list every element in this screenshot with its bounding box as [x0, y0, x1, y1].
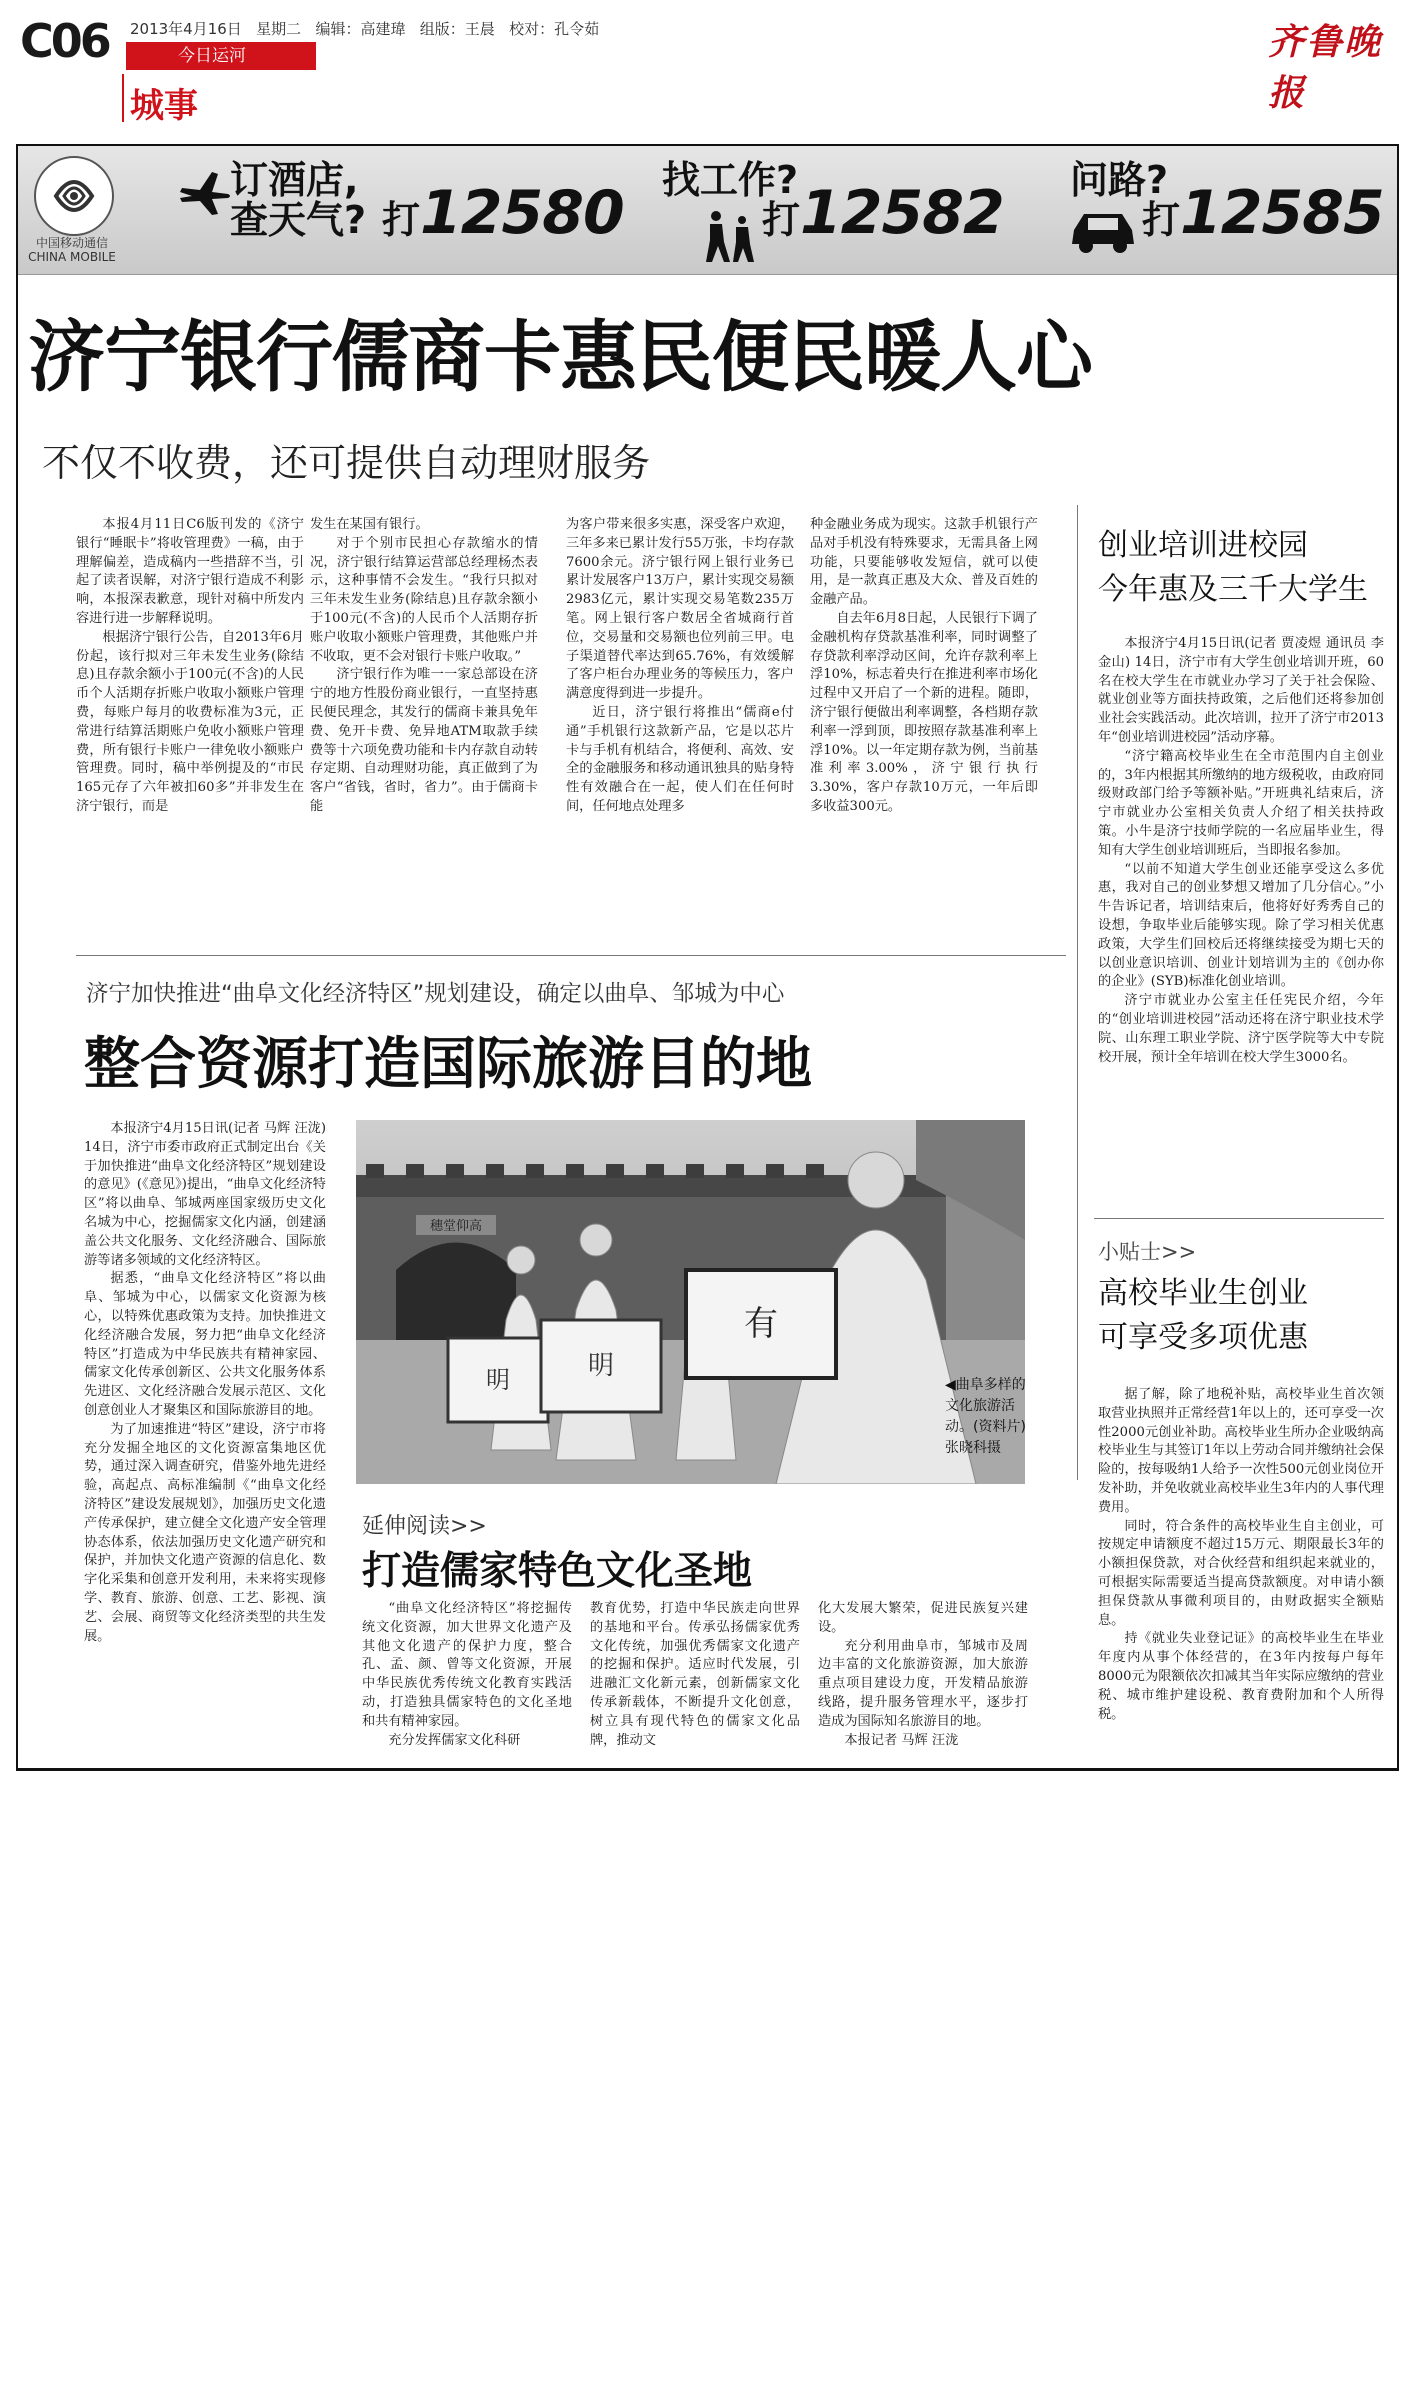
paragraph: 本报4月11日C6版刊发的《济宁银行“睡眠卡”将收管理费》一稿，由于理解偏差，造成稿内一些措辞不当，引起了读者误解，对济宁银行造成不利影响，本报深表歉意，现针对稿中所发内容进行进一步解释说明。 — [76, 517, 304, 626]
card-character: 有 — [744, 1304, 778, 1344]
paragraph: 本报济宁4月15日讯(记者 马辉 汪泷) 14日，济宁市委市政府正式制定出台《关于加快推进“曲阜文化经济特区”规划建设的意见》(《意见》)提出，“曲阜文化经济特区”将以曲阜、邹城两座国家级历史文化名城为中心，挖掘儒家文化内涵，创建涵盖公共文化服务、文化经济融合、国际旅游等诸多领域的文化经济特区。 — [84, 1121, 326, 1268]
photo-caption: ◀曲阜多样的文化旅游活动。(资料片)张晓科摄 — [945, 1377, 1026, 1456]
ad-number-12580 — [382, 178, 624, 248]
paragraph: 同时，符合条件的高校毕业生自主创业，可按规定申请额度不超过15万元、期限最长3年的小额担保贷款，对合伙经营和组织起来就业的，可根据实际需要适当提高贷款额度。对申请小额担保贷款从事微利项目的，由财政据实全额贴息。 — [1098, 1518, 1384, 1628]
header-layout: 组版：王晨 — [419, 20, 495, 38]
paragraph: 种金融业务成为现实。这款手机银行产品对手机没有特殊要求，无需具备上网功能，只要能够收发短信，就可以使用，是一款真正惠及大众、普及百姓的金融产品。 — [810, 517, 1038, 608]
brand-en: CHINA MOBILE — [28, 250, 116, 264]
sidebar-divider — [1094, 1218, 1384, 1219]
lead-column-4 — [810, 516, 1038, 911]
ad-number-12582 — [762, 178, 1004, 248]
card-character: 明 — [486, 1366, 510, 1394]
ad-line: 订酒店, — [230, 158, 359, 202]
ad-hotel-weather-label — [230, 160, 366, 240]
ad-number: 12585 — [1180, 178, 1384, 248]
ad-number-12585 — [1142, 178, 1384, 248]
paragraph: 充分发挥儒家文化科研 — [388, 1732, 521, 1748]
masthead-logo: 齐鲁晚报 — [1268, 21, 1383, 114]
header-weekday: 星期二 — [256, 20, 302, 38]
ext-column-3 — [818, 1600, 1028, 1750]
title-line: 创业培训进校园 — [1098, 528, 1308, 563]
paragraph: 充分利用曲阜市，邹城市及周边丰富的文化旅游资源，加大旅游重点项目建设力度，开发精品旅游线路，提升服务管理水平，逐步打造成为国际知名旅游目的地。 — [818, 1638, 1028, 1729]
title-line: 可享受多项优惠 — [1098, 1320, 1308, 1355]
lead-column-2 — [310, 516, 538, 911]
paragraph: 济宁市就业办公室主任任宪民介绍，今年的“创业培训进校园”活动还将在济宁职业技术学院、山东理工职业学院、济宁医学院等大中专院校开展，预计全年培训在校大学生3000名。 — [1098, 993, 1384, 1065]
extended-reading-kicker: 延伸阅读>> — [362, 1514, 487, 1539]
paragraph: 为客户带来很多实惠，深受客户欢迎，三年多来已累计发行55万张，卡均存款7600余元。济宁银行网上银行业务已累计发展客户13万户，累计实现交易额2983亿元，累计实现交易笔数235万笔。网上银行客户数居全省城商行首位，交易量和交易额也位列前三甲。电子渠道替代率达到65.76%，有效缓解了客户柜台办理业务的等候压力，客户满意度得到进一步提升。 — [566, 517, 794, 702]
sidebar2-title — [1098, 1272, 1308, 1360]
story2-headline: 整合资源打造国际旅游目的地 — [84, 1032, 812, 1097]
lead-subhead: 不仅不收费，还可提供自动理财服务 — [42, 441, 651, 485]
ad-da: 打 — [382, 198, 421, 242]
header-meta — [130, 18, 599, 39]
paragraph: “曲阜文化经济特区”将挖掘传统文化资源，加大世界文化遗产及其他文化遗产的保护力度，整合孔、孟、颜、曾等文化资源，开展中华民族优秀传统文化教育实践活动，打造独具儒家特色的文化圣地和共有精神家园。 — [362, 1601, 572, 1729]
paragraph: 发生在某国有银行。 — [310, 517, 429, 532]
airplane-icon — [178, 168, 234, 220]
paragraph: 持《就业失业登记证》的高校毕业生在毕业年度内从事个体经营的，在3年内按每户每年8000元为限额依次扣减其当年实际应缴纳的营业税、城市维护建设税、教育费附加和个人所得税。 — [1098, 1631, 1384, 1722]
section-divider — [76, 955, 1066, 956]
ad-direction-label: 问路? — [1070, 158, 1169, 202]
paragraph: 对于个别市民担心存款缩水的情况，济宁银行结算运营部总经理杨杰表示，这种事情不会发生。“我行只拟对三年未发生业务(除结息)且存款余额小于100元(不含)的人民币个人活期存折账户收取小额账户管理费，其他账户并不收取，更不会对银行卡账户收取。” — [310, 535, 538, 664]
paragraph: “济宁籍高校毕业生在全市范围内自主创业的，3年内根据其所缴纳的地方级税收，由政府同级财政部门给予等额补贴。”开班典礼结束后，济宁市就业办公室相关负责人介绍了相关扶持政策。小牛是济宁技师学院的一名应届毕业生，得知有大学生创业培训班后，当即报名参加。 — [1098, 748, 1384, 858]
ext-column-1 — [362, 1600, 572, 1750]
china-mobile-logo-icon — [34, 156, 114, 236]
rubric-bar: 今日运河 — [126, 42, 316, 70]
story2-photo — [356, 1120, 1025, 1484]
byline: 本报记者 马辉 汪泷 — [844, 1732, 959, 1748]
paragraph: “以前不知道大学生创业还能享受这么多优惠，我对自己的创业梦想又增加了几分信心。”小牛告诉记者，培训结束后，他将好好秀秀自己的设想，争取毕业后能够实现。除了学习相关优惠政策，大学生们回校后还将继续接受为期七天的以创业意识培训、创业计划培训为主的《创办你的企业》(SYB)标准化创业培训。 — [1098, 861, 1384, 990]
china-mobile-brand — [26, 236, 118, 264]
lead-column-3 — [566, 516, 794, 911]
sidebar2-kicker: 小贴士>> — [1098, 1240, 1197, 1264]
paragraph: 教育优势，打造中华民族走向世界的基地和平台。传承弘扬儒家优秀文化传统，加强优秀儒家文化遗产的挖掘和保护。适应时代发展，引进融汇文化新元素，创新儒家文化传承新载体，不断提升文化创意，树立具有现代特色的儒家文化品牌，推动文 — [590, 1601, 800, 1748]
paragraph: 根据济宁银行公告，自2013年6月份起，该行拟对三年未发生业务(除结息)且存款余额小于100元(不含)的人民币个人活期存折账户收取小额账户管理费，每账户每月的收费标准为3元，正常进行结算活期账户免收小额账户管理费，所有银行卡账户一律免收小额账户管理费。同时，稿中举例提及的“市民165元存了六年被扣60多”并非发生在济宁银行，而是 — [76, 629, 304, 814]
story2-left-column — [84, 1120, 326, 1725]
lead-column-1 — [76, 516, 304, 911]
paragraph: 本报济宁4月15日讯(记者 贾凌煜 通讯员 李金山) 14日，济宁市有大学生创业培训开班，60名在校大学生在市就业办学习了关于社会保险、就业创业等方面扶持政策，之后他们还将参加创业社会实践活动。此次培训，拉开了济宁市2013年“创业培训进校园”活动序幕。 — [1098, 636, 1384, 745]
paragraph: 据悉，“曲阜文化经济特区”将以曲阜、邹城为中心，以儒家文化资源为核心，以特殊优惠政策为支持。加快推进文化经济融合发展，努力把“曲阜文化经济特区”打造成为中华民族共有精神家园、儒家文化传承创新区、公共文化服务体系先进区、文化经济融合发展示范区、文化创意创业人才聚集区和国际旅游目的地。 — [84, 1271, 326, 1418]
car-icon — [1068, 208, 1138, 258]
lead-headline: 济宁银行儒商卡惠民便民暖人心 — [28, 314, 1092, 403]
ad-line: 查天气? — [230, 198, 367, 242]
ad-number: 12580 — [420, 178, 624, 248]
sidebar1-title — [1098, 524, 1368, 612]
sidebar2-body — [1098, 1386, 1384, 1751]
paragraph: 据了解，除了地税补贴，高校毕业生首次领取营业执照并正常经营1年以上的，还可享受一次性2000元创业补助。高校毕业生所办企业吸纳高校毕业生与其签订1年以上劳动合同并缴纳社会保险的，按每吸纳1人给予一次性500元创业岗位开发补助，并免收就业高校毕业生3年内的人事代理费用。 — [1098, 1387, 1384, 1515]
ad-da: 打 — [762, 198, 801, 242]
ad-da: 打 — [1142, 198, 1181, 242]
ad-job-label: 找工作? — [662, 158, 799, 202]
ext-column-2 — [590, 1600, 800, 1750]
paragraph: 化大发展大繁荣，促进民族复兴建设。 — [818, 1601, 1028, 1635]
header-editor: 编辑：高建瑋 — [315, 20, 406, 38]
walking-people-icon — [700, 210, 760, 268]
card-character: 明 — [587, 1351, 615, 1381]
header-date: 2013年4月16日 — [130, 20, 242, 38]
section-title: 城事 — [130, 86, 198, 126]
paragraph: 自去年6月8日起，人民银行下调了金融机构存贷款基准利率，同时调整了存贷款利率浮动区间，允许存款利率上浮10%，标志着央行在推进利率市场化过程中又开启了一个新的进程。随即，济宁银行便做出利率调整，各档期存款利率一浮到顶，即按照存款基准利率上浮10%。以一年定期存款为例，当前基准利率3.00%，济宁银行执行3.30%，客户存款10万元，一年后即多收益300元。 — [810, 610, 1038, 814]
paragraph: 为了加速推进“特区”建设，济宁市将充分发掘全地区的文化资源富集地区优势，通过深入调查研究，借鉴外地先进经验，高起点、高标准编制《“曲阜文化经济特区”建设发展规划》，加强历史文化遗产传承保护，建立健全文化遗产安全管理协态体系，依法加强历史文化遗产研究和保护，并加快文化遗产资源的信息化、数字化采集和创意开发利用，未来将实现修学、教育、旅游、创意、工艺、影视、演艺、会展、商贸等文化经济类型的共生发展。 — [84, 1421, 326, 1644]
paragraph: 济宁银行作为唯一一家总部设在济宁的地方性股份商业银行，一直坚持惠民便民理念，其发行的儒商卡兼具免年费、免开卡费、免异地ATM取款手续费等十六项免费功能和卡内存款自动转存定期、自动理财功能，真正做到了为客户“省钱，省时，省力”。由于儒商卡能 — [310, 667, 538, 814]
page-number: C06 — [20, 14, 109, 68]
ad-number: 12582 — [800, 178, 1004, 248]
paragraph: 近日，济宁银行将推出“儒商e付通”手机银行这款新产品，它是以芯片卡与手机有机结合，将便利、高效、安全的金融服务和移动通讯独具的贴身特性有效融合在一起，使人们在任何时间，任何地点处理多 — [566, 704, 794, 814]
rubric-rule — [122, 74, 124, 122]
extended-reading-title: 打造儒家特色文化圣地 — [362, 1549, 753, 1594]
page-bottom-rule — [16, 1768, 1399, 1771]
story2-kicker: 济宁加快推进“曲阜文化经济特区”规划建设，确定以曲阜、邹城为中心 — [86, 981, 785, 1007]
title-line: 今年惠及三千大学生 — [1098, 572, 1368, 607]
brand-cn: 中国移动通信 — [35, 236, 108, 250]
gate-sign: 穗堂仰高 — [429, 1219, 483, 1234]
title-line: 高校毕业生创业 — [1098, 1276, 1308, 1311]
column-divider — [1077, 505, 1078, 1480]
header-proof: 校对：孔令茹 — [509, 20, 600, 38]
sidebar1-body — [1098, 635, 1384, 1203]
